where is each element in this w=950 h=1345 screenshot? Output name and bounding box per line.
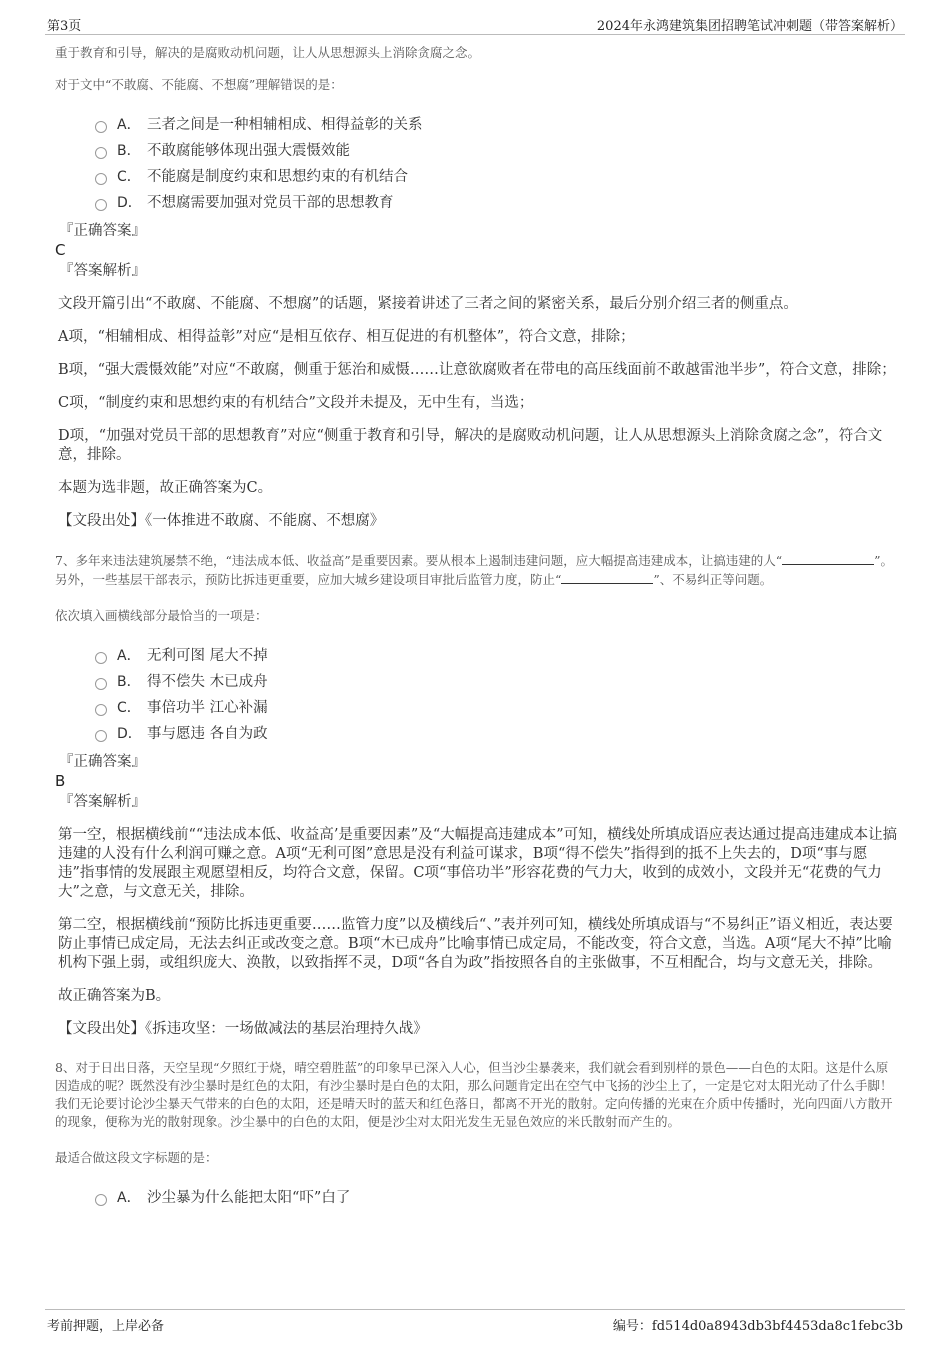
q6-question: 对于文中“不敢腐、不能腐、不想腐”理解错误的是： xyxy=(55,77,343,92)
q8-options xyxy=(95,1185,900,1211)
q6-answer: C xyxy=(55,241,66,259)
q7-analysis-para: 故正确答案为B。 xyxy=(58,988,171,1004)
q7-analysis-para: 第一空，根据横线前““违法成本低、收益高’是重要因素”及“大幅提高违建成本”可知，横线处所填成语应表达通过提高违建成本让搞违建的人没有什么利润可赚之意。A项“无利可图”意思是没有利益可谋求，B项“得不偿失”指得到的抵不上失去的，D项“事与愿违”指事情的发展跟主观愿望相反，均符合文意，保留。C项“事倍功半”形容花费的气力大，收到的成效小，文段并无“花费的气力大”之意，与文意无关，排除。 xyxy=(58,827,898,900)
q7-answer: B xyxy=(55,772,66,790)
q6-option-a[interactable] xyxy=(95,112,900,138)
q6-source: 【文段出处】《一体推进不敢腐、不能腐、不想腐》 xyxy=(58,513,385,529)
q6-analysis-para: C项，“制度约束和思想约束的有机结合”文段并未提及，无中生有，当选； xyxy=(58,395,534,411)
q7-option-a[interactable] xyxy=(95,643,900,669)
q6-lead-text: 重于教育和引导，解决的是腐败动机问题，让人从思想源头上消除贪腐之念。 xyxy=(55,45,481,60)
radio-icon[interactable] xyxy=(95,173,107,185)
q7-option-c[interactable] xyxy=(95,695,900,721)
option-text: 事倍功半 江心补漏 xyxy=(147,700,268,716)
page-footer xyxy=(45,1309,905,1332)
option-letter: C． xyxy=(117,700,141,716)
option-letter: B． xyxy=(117,143,141,159)
q6-analysis-label: 『答案解析』 xyxy=(59,263,146,279)
option-text: 事与愿违 各自为政 xyxy=(147,726,268,742)
q7-option-d[interactable] xyxy=(95,721,900,747)
q8-question: 最适合做这段文字标题的是： xyxy=(55,1150,218,1165)
option-letter: D． xyxy=(117,726,142,742)
q7-stem-part: ”、不易纠正等问题。 xyxy=(653,572,773,587)
q7-stem xyxy=(55,551,900,589)
q6-analysis-para: B项，“强大震慑效能”对应“不敢腐，侧重于惩治和威慑……让意欲腐败者在带电的高压线面前不敢越雷池半步”，符合文意，排除； xyxy=(58,362,896,378)
q7-options xyxy=(95,643,900,747)
radio-icon[interactable] xyxy=(95,730,107,742)
option-text: 无利可图 尾大不掉 xyxy=(147,648,268,664)
fill-blank xyxy=(561,570,653,584)
radio-icon[interactable] xyxy=(95,121,107,133)
q6-option-b[interactable] xyxy=(95,138,900,164)
q6-option-c[interactable] xyxy=(95,164,900,190)
option-letter: A． xyxy=(117,648,141,664)
q7-stem-part: 7、多年来违法建筑屡禁不绝，“违法成本低、收益高”是重要因素。要从根本上遏制违建问题，应大幅提高违建成本，让搞违建的人“ xyxy=(55,553,783,568)
q7-answer-label: 『正确答案』 xyxy=(59,754,146,770)
q6-answer-label: 『正确答案』 xyxy=(59,223,146,239)
radio-icon[interactable] xyxy=(95,652,107,664)
option-text: 三者之间是一种相辅相成、相得益彰的关系 xyxy=(147,117,423,133)
q7-analysis-label: 『答案解析』 xyxy=(59,794,146,810)
radio-icon[interactable] xyxy=(95,678,107,690)
q6-option-d[interactable] xyxy=(95,190,900,216)
option-text: 不敢腐能够体现出强大震慑效能 xyxy=(147,143,350,159)
radio-icon[interactable] xyxy=(95,704,107,716)
radio-icon[interactable] xyxy=(95,147,107,159)
radio-icon[interactable] xyxy=(95,1194,107,1206)
option-text: 不想腐需要加强对党员干部的思想教育 xyxy=(147,195,394,211)
q6-analysis-para: 文段开篇引出“不敢腐、不能腐、不想腐”的话题，紧接着讲述了三者之间的紧密关系，最后分别介绍三者的侧重点。 xyxy=(58,296,798,312)
q7-question: 依次填入画横线部分最恰当的一项是： xyxy=(55,608,268,623)
q6-analysis-para: 本题为选非题，故正确答案为C。 xyxy=(58,480,273,496)
page-content xyxy=(55,44,900,1217)
option-text: 沙尘暴为什么能把太阳“吓”白了 xyxy=(147,1190,351,1206)
footer-slogan: 考前押题，上岸必备 xyxy=(47,1319,165,1334)
option-letter: A． xyxy=(117,117,141,133)
option-letter: D． xyxy=(117,195,142,211)
q7-analysis-para: 第二空，根据横线前“预防比拆违更重要……监管力度”以及横线后“、”表并列可知，横线处所填成语与“不易纠正”语义相近，表达要防止事情已成定局，无法去纠正或改变之意。B项“木已成舟”比喻事情已成定局，不能改变，符合文意，当选。A项“尾大不掉”比喻机构下强上弱，或组织庞大、涣散，以致指挥不灵，D项“各自为政”指按照各自的主张做事，不互相配合，均与文意无关，排除。 xyxy=(58,917,893,971)
q7-stem-part: ”。另外，一些基层干部表示，预防比拆违更重要，应加大城乡建设项目审批后监管力度，防止“ xyxy=(55,553,894,587)
q7-option-b[interactable] xyxy=(95,669,900,695)
option-text: 不能腐是制度约束和思想约束的有机结合 xyxy=(147,169,408,185)
option-letter: B． xyxy=(117,674,141,690)
document-id: 编号：fd514d0a8943db3bf4453da8c1febc3b xyxy=(612,1319,903,1334)
option-letter: C． xyxy=(117,169,141,185)
option-letter: A． xyxy=(117,1190,141,1206)
option-text: 得不偿失 木已成舟 xyxy=(147,674,268,690)
document-title: 2024年永鸿建筑集团招聘笔试冲刺题（带答案解析） xyxy=(596,19,903,34)
q8-stem: 8、对于日出日落，天空呈现“夕照红于烧，晴空碧胜蓝”的印象早已深入人心，但当沙尘暴袭来，我们就会看到别样的景色——白色的太阳。这是什么原因造成的呢？既然没有沙尘暴时是红色的太阳，有沙尘暴时是白色的太阳，那么问题肯定出在空气中飞扬的沙尘上了，一定是它对太阳光动了什么手脚！我们无论要讨论沙尘暴天气带来的白色的太阳，还是晴天时的蓝天和红色落日，都离不开光的散射。定向传播的光束在介质中传播时，光向四面八方散开的现象，便称为光的散射现象。沙尘暴中的白色的太阳，便是沙尘对太阳光发生无显色效应的米氏散射而产生的。 xyxy=(55,1060,893,1129)
q6-analysis-para: A项，“相辅相成、相得益彰”对应“是相互依存、相互促进的有机整体”，符合文意，排除； xyxy=(58,329,635,345)
page-header xyxy=(45,12,905,35)
page-number: 第3页 xyxy=(47,19,82,34)
q7-source: 【文段出处】《拆违攻坚：一场做减法的基层治理持久战》 xyxy=(58,1021,428,1037)
q6-options xyxy=(95,112,900,216)
radio-icon[interactable] xyxy=(95,199,107,211)
q6-analysis-para: D项，“加强对党员干部的思想教育”对应“侧重于教育和引导，解决的是腐败动机问题，让人从思想源头上消除贪腐之念”，符合文意，排除。 xyxy=(58,428,883,463)
fill-blank xyxy=(782,551,874,565)
q8-option-a[interactable] xyxy=(95,1185,900,1211)
